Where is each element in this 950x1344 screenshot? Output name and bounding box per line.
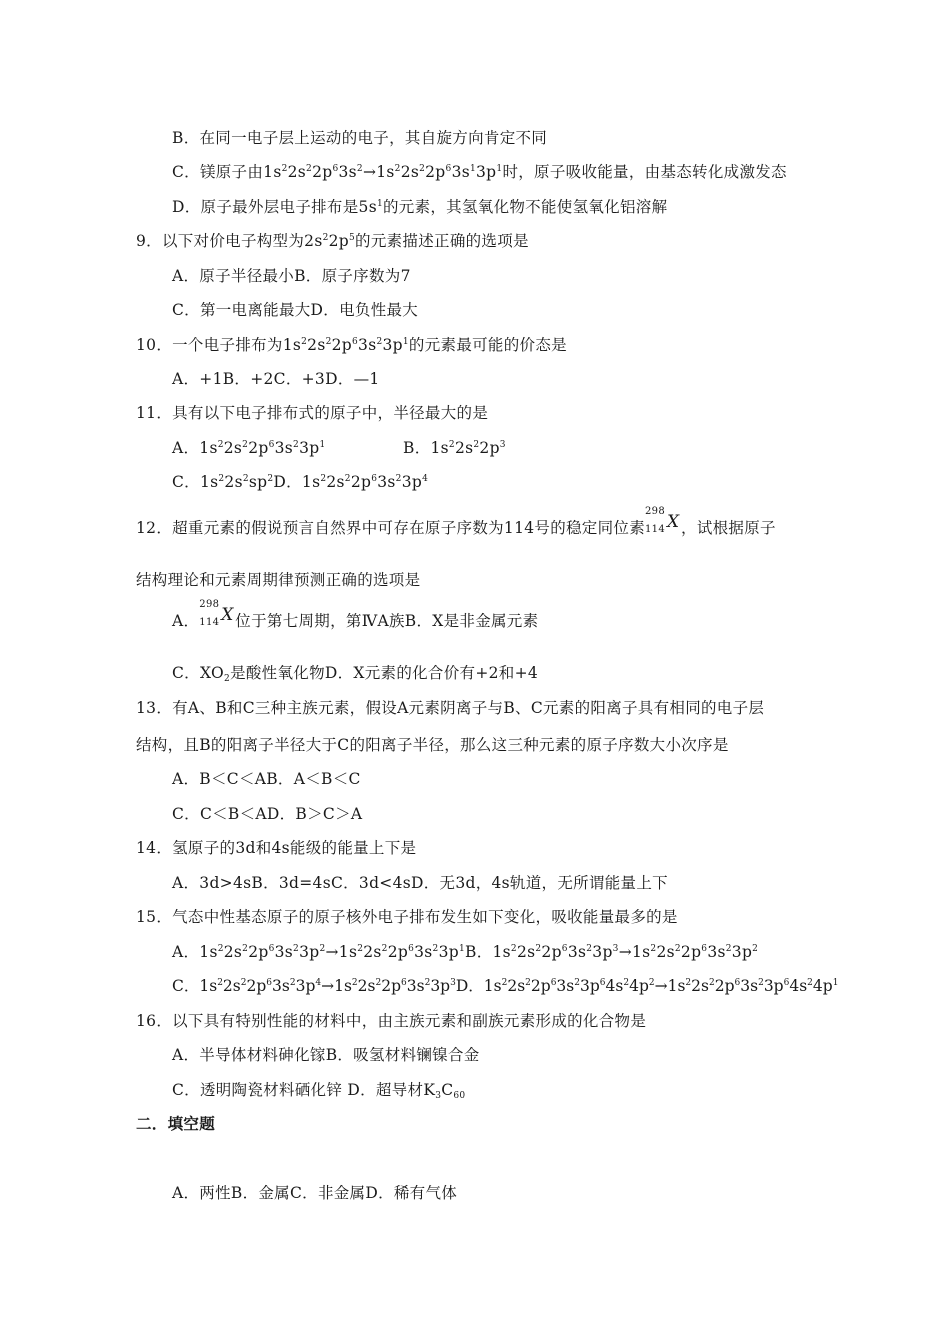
question-9-options-ab: A．原子半径最小B．原子序数为7 [172,267,411,285]
question-9: 9．以下对价电子构型为$2s^22p^5$的元素描述正确的选项是 [136,232,529,250]
option-8d: D．原子最外层电子排布是$5s^1$的元素，其氢氧化物不能使氢氧化铝溶解 [172,198,668,216]
question-11-options-cd: C．$1s^22s^2sp^2D$．$1s^22s^22p^63s^23p^4$ [172,473,429,491]
question-11-option-a: A．$1s^22s^22p^63s^23p^1$ [172,439,326,457]
question-16-options-ab: A．半导体材料砷化镓B．吸氢材料镧镍合金 [172,1046,480,1064]
question-13-options-cd: C．C＜B＜AD．B＞C＞A [172,805,363,823]
question-12-options-ab: A． 298 114 X 位于第七周期，第ⅣA族B．X是非金属元素 [172,599,539,630]
question-15-options-ab: A．$1s^22s^22p^63s^23p^2\to 1s^22s^22p^63s^23p^1B$．$1s^22s^22p^63s^23p^3\to 1s^22s^22p^63s^23p^2$ [172,943,759,961]
answer-options: A．两性B．金属C．非金属D．稀有气体 [172,1184,458,1202]
question-16: 16．以下具有特别性能的材料中，由主族元素和副族元素形成的化合物是 [136,1012,647,1030]
nuclide-symbol: 298 114 X [199,599,234,628]
question-14-options: A．3d>4sB．3d=4sC．3d<4sD．无3d，4s轨道，无所谓能量上下 [172,874,668,892]
question-12: 12．超重元素的假说预言自然界中可存在原子序数为114号的稳定同位素 298 114 X ，试根据原子 [136,506,776,537]
option-8c: C．镁原子由$1s^22s^22p^63s^2\to 1s^22s^22p^63s^13p^1$时，原子吸收能量，由基态转化成激发态 [172,163,787,181]
question-16-options-cd: C．透明陶瓷材料硒化锌 D．超导材$K_3C_{60}$ [172,1081,466,1101]
question-10-options: A．+1B．+2C．+3D．—1 [172,370,380,388]
question-15: 15．气态中性基态原子的原子核外电子排布发生如下变化，吸收能量最多的是 [136,908,678,926]
question-12-options-cd: C．$XO_2$是酸性氧化物D．X元素的化合价有+2和+4 [172,664,539,684]
question-11-option-b: B．$1s^22s^22p^3$ [403,439,506,457]
question-13: 13．有A、B和C三种主族元素，假设A元素阴离子与B、C元素的阳离子具有相同的电子层 [136,699,765,717]
question-14: 14．氢原子的3d和4s能级的能量上下是 [136,839,417,857]
section-heading-fill-in: 二．填空题 [136,1114,216,1133]
question-13-cont: 结构，且B的阳离子半径大于C的阳离子半径，那么这三种元素的原子序数大小次序是 [136,736,729,754]
question-10: 10．一个电子排布为$1s^22s^22p^63s^23p^1$的元素最可能的价态是 [136,336,567,354]
question-13-options-ab: A．B＜C＜AB．A＜B＜C [172,770,361,788]
question-9-options-cd: C．第一电离能最大D．电负性最大 [172,301,419,319]
nuclide-symbol: 298 114 X [645,506,680,535]
question-12-cont: 结构理论和元素周期律预测正确的选项是 [136,571,421,589]
option-8b: B．在同一电子层上运动的电子，其自旋方向肯定不同 [172,129,548,147]
question-11: 11．具有以下电子排布式的原子中，半径最大的是 [136,404,489,422]
question-15-options-cd: C．$1s^22s^22p^63s^23p^4\to 1s^22s^22p^63s^23p^3D$．$1s^22s^22p^63s^23p^64s^24p^2\to 1s^22s^22p^63s^23p^64s^24p^1$ [172,977,839,995]
